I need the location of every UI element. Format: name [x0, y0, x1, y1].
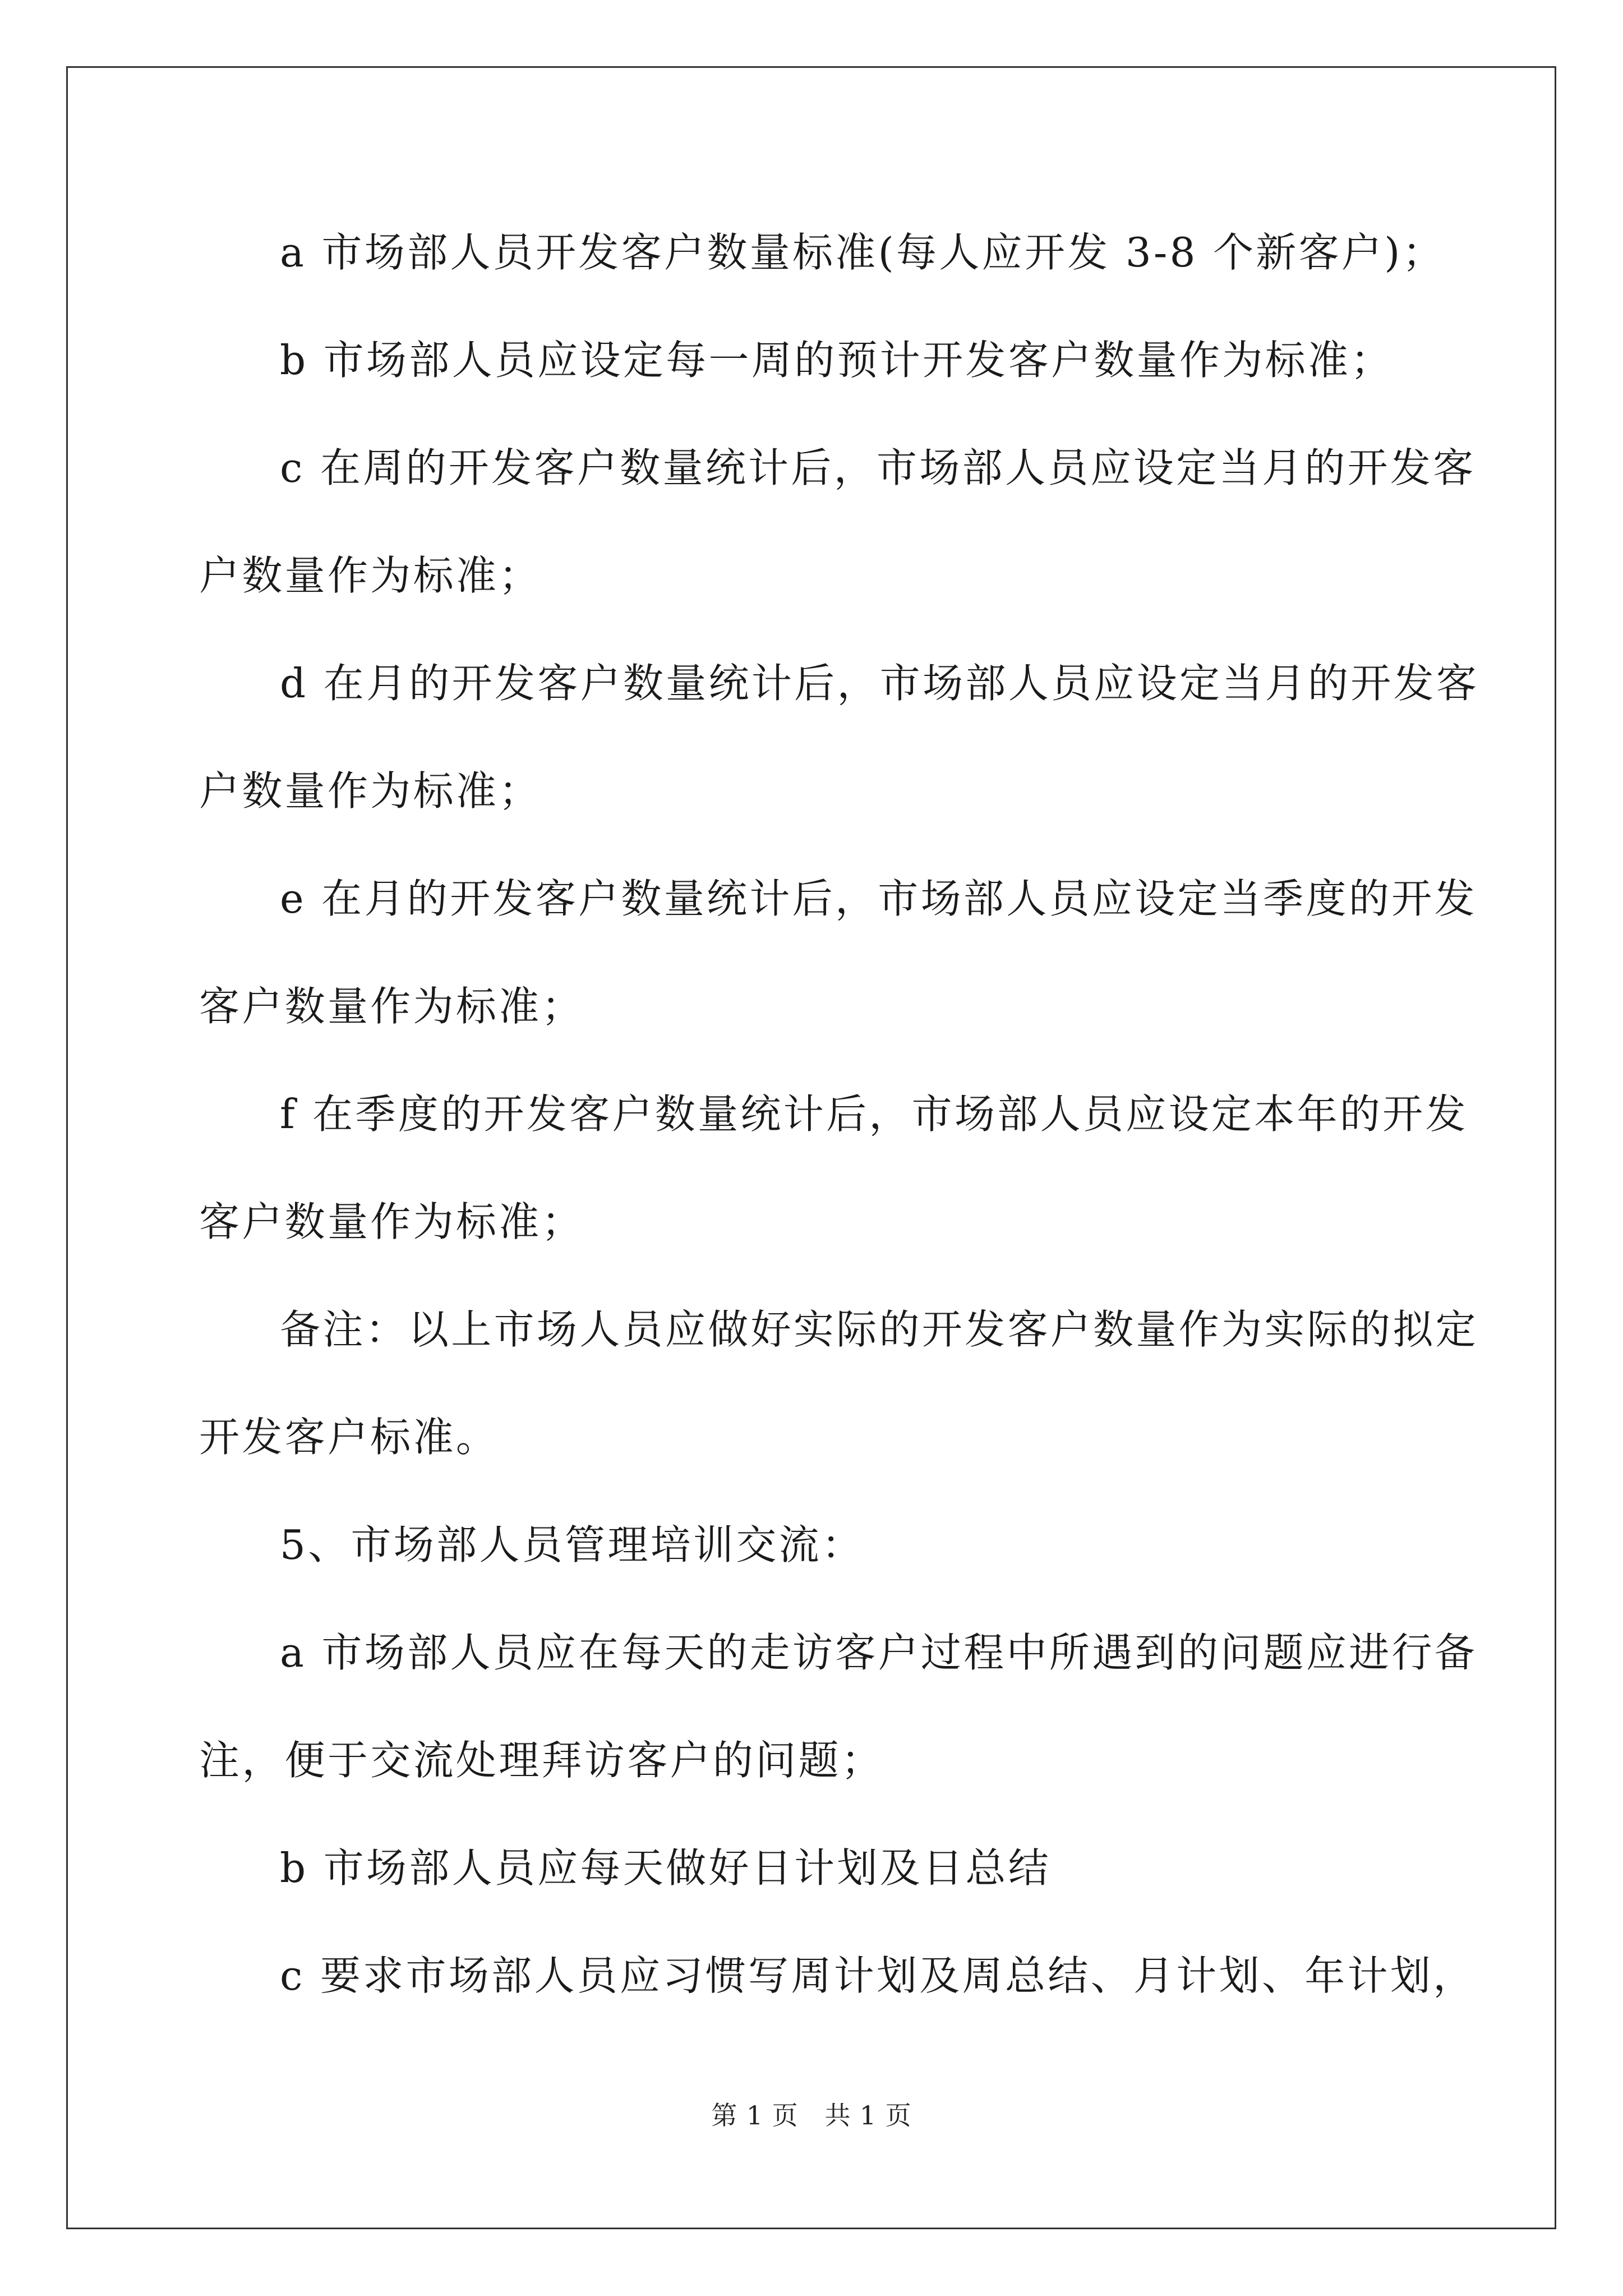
- page-footer: 第 1 页 共 1 页: [711, 2100, 912, 2131]
- paragraph-line: 户数量作为标准；: [199, 767, 542, 815]
- paragraph-line: b 市场部人员应每天做好日计划及日总结: [280, 1844, 1052, 1892]
- paragraph-line: 备注：以上市场人员应做好实际的开发客户数量作为实际的拟定: [280, 1306, 1478, 1353]
- paragraph-line: 户数量作为标准；: [199, 552, 542, 599]
- paragraph-line: b 市场部人员应设定每一周的预计开发客户数量作为标准；: [280, 337, 1394, 384]
- paragraph-line: 客户数量作为标准；: [199, 1198, 584, 1245]
- paragraph-line: a 市场部人员应在每天的走访客户过程中所遇到的问题应进行备: [280, 1629, 1478, 1676]
- paragraph-line: a 市场部人员开发客户数量标准(每人应开发 3-8 个新客户)；: [280, 229, 1445, 276]
- document-body: [199, 222, 1479, 2053]
- paragraph-line: c 在周的开发客户数量统计后，市场部人员应设定当月的开发客: [280, 444, 1476, 491]
- paragraph-line: d 在月的开发客户数量统计后，市场部人员应设定当月的开发客: [280, 660, 1479, 707]
- paragraph-line: 注，便于交流处理拜访客户的问题；: [199, 1737, 884, 1784]
- paragraph-line: e 在月的开发客户数量统计后，市场部人员应设定当季度的开发: [280, 875, 1477, 922]
- paragraph-line: c 要求市场部人员应习惯写周计划及周总结、月计划、年计划，: [280, 1952, 1476, 1999]
- paragraph-line: 客户数量作为标准；: [199, 983, 584, 1030]
- paragraph-line: 开发客户标准。: [199, 1414, 499, 1461]
- section-heading: 5、市场部人员管理培训交流：: [280, 1521, 865, 1568]
- paragraph-line: f 在季度的开发客户数量统计后，市场部人员应设定本年的开发: [280, 1091, 1468, 1138]
